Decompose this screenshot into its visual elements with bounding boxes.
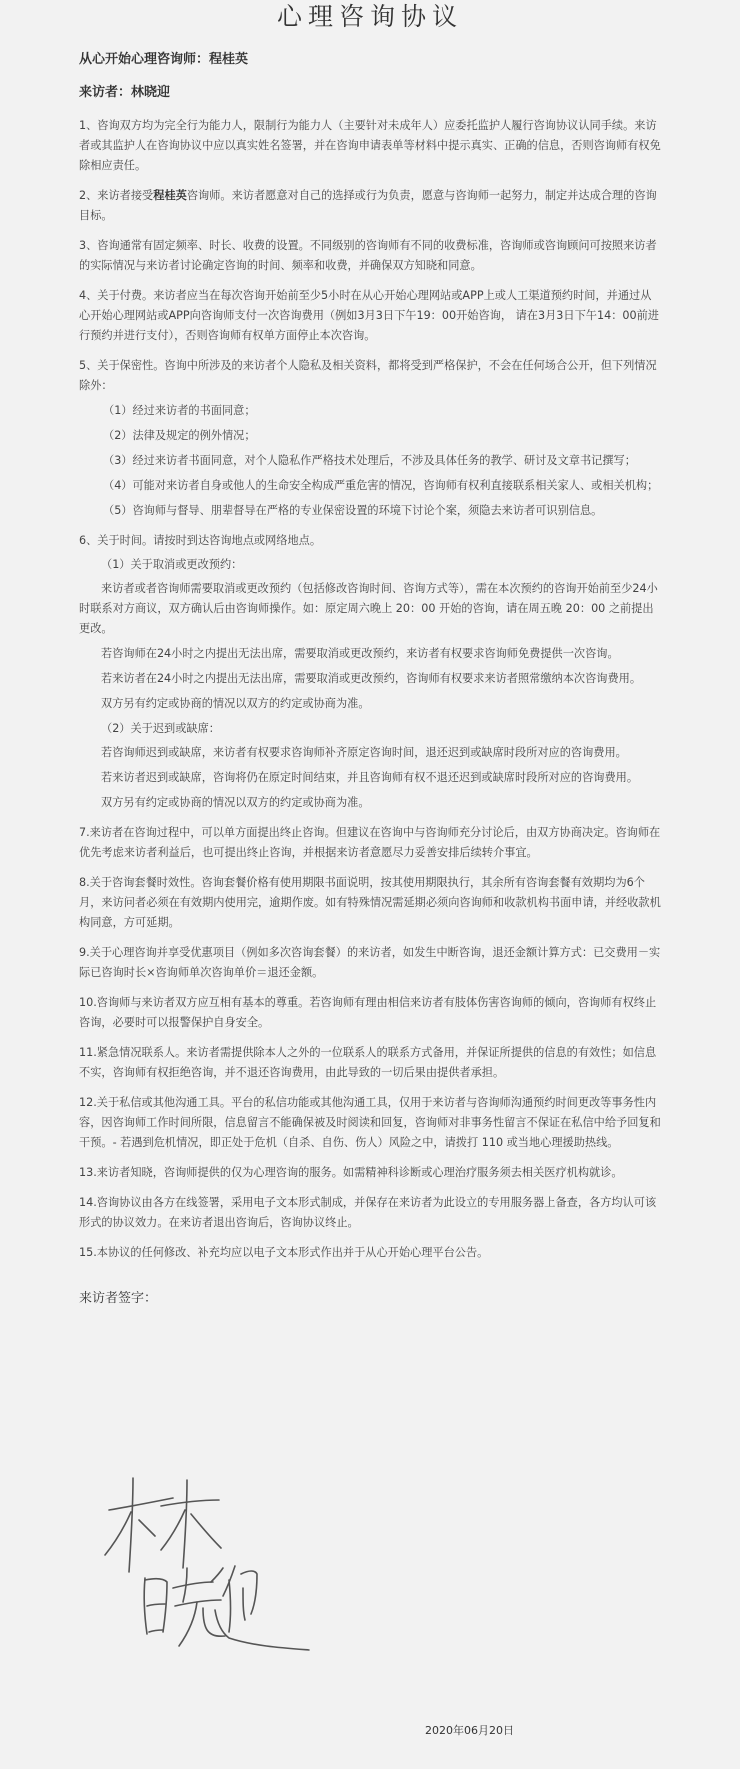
clause-7: 7.来访者在咨询过程中，可以单方面提出终止咨询。但建议在咨询中与咨询师充分讨论后，由双方协商决定。咨询师在优先考虑来访者利益后，也可提出终止咨询，并根据来访者意愿尽力妥善安排后续转介事宜。 <box>79 826 661 859</box>
clause-6-sub-2-text: 双方另有约定或协商的情况以双方的约定或协商为准。 <box>101 796 370 809</box>
clause-5-item: （2）法律及规定的例外情况； <box>103 429 256 442</box>
clause-6-sub-2-text: 若来访者迟到或缺席，咨询将仍在原定时间结束，并且咨询师有权不退还迟到或缺席时段所对应的咨询费用。 <box>101 771 639 784</box>
clause-6-sub-1-text: 若来访者在24小时之内提出无法出席，需要取消或更改预约，咨询师有权要求来访者照常缴纳本次咨询费用。 <box>101 672 642 685</box>
clause-5: 5、关于保密性。咨询中所涉及的来访者个人隐私及相关资料，都将受到严格保护，不会在任何场合公开，但下列情况除外： <box>79 359 657 392</box>
clause-6-sub-2-text: 若咨询师迟到或缺席，来访者有权要求咨询师补齐原定咨询时间，退还迟到或缺席时段所对应的咨询费用。 <box>101 746 627 759</box>
clause-13: 13.来访者知晓，咨询师提供的仅为心理咨询的服务。如需精神科诊断或心理治疗服务须去相关医疗机构就诊。 <box>79 1166 623 1179</box>
clause-6-sub-1-text: 若咨询师在24小时之内提出无法出席，需要取消或更改预约，来访者有权要求咨询师免费提供一次咨询。 <box>101 647 619 660</box>
clause-14: 14.咨询协议由各方在线签署，采用电子文本形式制成，并保存在来访者为此设立的专用服务器上备查，各方均认可该形式的协议效力。在来访者退出咨询后，咨询协议终止。 <box>79 1196 657 1229</box>
clause-5-item: （1）经过来访者的书面同意； <box>103 404 256 417</box>
clause-8: 8.关于咨询套餐时效性。咨询套餐价格有使用期限书面说明，按其使用期限执行，其余所有咨询套餐有效期均为6个月，来访问者必须在有效期内使用完，逾期作废。如有特殊情况需延期必须向咨询师和收款机构书面申请，并经收款机构同意，方可延期。 <box>79 876 661 929</box>
clause-6-sub-1: （1）关于取消或更改预约： <box>101 558 243 571</box>
clause-2-pre: 2、来访者接受 <box>79 189 154 202</box>
clause-2-post: 咨询师。来访者愿意对自己的选择或行为负责，愿意与咨询师一起努力，制定并达成合理的咨询目标。 <box>79 189 657 222</box>
clause-15: 15.本协议的任何修改、补充均应以电子文本形式作出并于从心开始心理平台公告。 <box>79 1246 489 1259</box>
clause-12: 12.关于私信或其他沟通工具。平台的私信功能或其他沟通工具，仅用于来访者与咨询师沟通预约时间更改等事务性内容，因咨询师工作时间所限，信息留言不能确保被及时阅读和回复，咨询师对非事务性留言不保证在私信中给予回复和干预。- 若遇到危机情况，即正处于危机（自杀、自伤、伤人）风险之中，请拨打 110 或当地心理援助热线。 <box>79 1096 661 1149</box>
clause-3: 3、咨询通常有固定频率、时长、收费的设置。不同级别的咨询师有不同的收费标准，咨询师或咨询顾问可按照来访者的实际情况与来访者讨论确定咨询的时间、频率和收费，并确保双方知晓和同意。 <box>79 239 657 272</box>
clause-5-item: （3）经过来访者书面同意，对个人隐私作严格技术处理后，不涉及具体任务的教学、研讨及文章书记撰写； <box>103 454 636 467</box>
counselor-name-bold: 程桂英 <box>153 189 187 202</box>
visitor-line: 来访者：林晓迎 <box>79 85 171 100</box>
clause-5-item: （5）咨询师与督导、朋辈督导在严格的专业保密设置的环境下讨论个案，须隐去来访者可识别信息。 <box>103 504 603 517</box>
clause-6-sub-1-text: 双方另有约定或协商的情况以双方的约定或协商为准。 <box>101 697 370 710</box>
clause-11: 11.紧急情况联系人。来访者需提供除本人之外的一位联系人的联系方式备用，并保证所提供的信息的有效性；如信息不实，咨询师有权拒绝咨询，并不退还咨询费用，由此导致的一切后果由提供者承担。 <box>79 1046 657 1079</box>
handwritten-signature <box>103 1470 333 1660</box>
page-title: 心理咨询协议 <box>276 2 463 31</box>
clause-1: 1、咨询双方均为完全行为能力人，限制行为能力人（主要针对未成年人）应委托监护人履行咨询协议认同手续。来访者或其监护人在咨询协议中应以真实姓名签署，并在咨询申请表单等材料中提示真实、正确的信息，否则咨询师有权免除相应责任。 <box>79 119 661 172</box>
sign-date: 2020年06月20日 <box>425 1724 514 1737</box>
counselor-line: 从心开始心理咨询师：程桂英 <box>79 52 249 67</box>
clause-6: 6、关于时间。请按时到达咨询地点或网络地点。 <box>79 534 322 547</box>
clause-4: 4、关于付费。来访者应当在每次咨询开始前至少5小时在从心开始心理网站或APP上或人工渠道预约时间，并通过从心开始心理网站或APP向咨询师支付一次咨询费用（例如3月3日下午19：00开始咨询， 请在3月3日下午14：00前进行预约并进行支付），否则咨询师有权单方面停止本次咨询。 <box>79 289 659 342</box>
agreement-body <box>79 50 661 1309</box>
clause-9: 9.关于心理咨询并享受优惠项目（例如多次咨询套餐）的来访者，如发生中断咨询，退还金额计算方式：已交费用－实际已咨询时长×咨询师单次咨询单价＝退还金额。 <box>79 946 661 979</box>
clause-6-sub-1-text: 来访者或者咨询师需要取消或更改预约（包括修改咨询时间、咨询方式等），需在本次预约的咨询开始前至少24小时联系对方商议，双方确认后由咨询师操作。如：原定周六晚上 20：00 开始的咨询，请在周五晚 20：00 之前提出更改。 <box>79 582 658 635</box>
clause-5-item: （4）可能对来访者自身或他人的生命安全构成严重危害的情况，咨询师有权利直接联系相关家人、或相关机构； <box>103 479 659 492</box>
clause-6-sub-2: （2）关于迟到或缺席： <box>101 722 220 735</box>
signature-label: 来访者签字： <box>79 1291 158 1306</box>
clause-2 <box>79 186 661 226</box>
clause-10: 10.咨询师与来访者双方应互相有基本的尊重。若咨询师有理由相信来访者有肢体伤害咨询师的倾向，咨询师有权终止咨询，必要时可以报警保护自身安全。 <box>79 996 657 1029</box>
